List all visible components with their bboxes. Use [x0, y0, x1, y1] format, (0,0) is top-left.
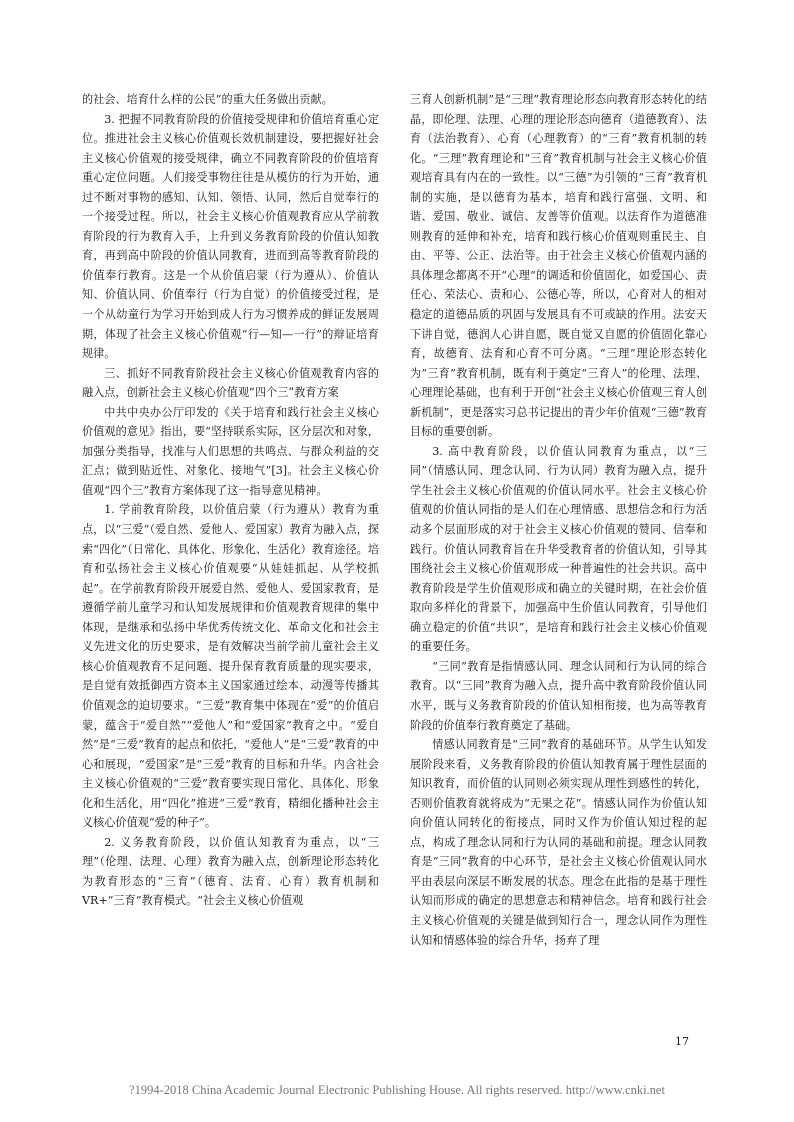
- left-para-5: 2. 义务教育阶段，以价值认知教育为重点，以“三理”（伦理、法理、心理）教育为融入点，创新理论形态转化为教育形态的“三育”（德育、法育、心育）教育机制和VR+“三育”教育模式。“社会主义核心价值观: [82, 835, 379, 908]
- left-heading-2: 三、抓好不同教育阶段社会主义核心价值观教育内容的融入点，创新社会主义核心价值观“四个三”教育方案: [82, 366, 379, 400]
- left-para-1: 3. 把握不同教育阶段的价值接受规律和价值培育重心定位。推进社会主义核心价值观长效机制建设，要把握好社会主义核心价值观的接受规律，确立不同教育阶段的价值培育重心定位问题。人们接受事物往往是从模仿的行为开始，通过不断对事物的感知、认知、领悟、认同，然后自觉奉行的一个接受过程。所以，社会主义核心价值观教育应从学前教育阶段的行为教育入手，上升到义务教育阶段的价值认知教育，再到高中阶段的价值认同教育，进而到高等教育阶段的价值奉行教育。这是一个从价值启蒙（行为遵从）、价值认知、价值认同、价值奉行（行为自觉）的价值接受过程，是一个从幼童行为学习开始到成人行为习惯养成的鲜证发展周期，体现了社会主义核心价值观“行—知—一行”的辩证培育规律。: [82, 112, 379, 361]
- left-cont-0: 的社会、培育什么样的公民”的重大任务做出贡献。: [82, 93, 333, 106]
- right-para-1: 3. 高中教育阶段，以价值认同教育为重点，以“三同”（情感认同、理念认同、行为认同）教育为融入点，提升学生社会主义核心价值观的价值认同水平。社会主义核心价值观的价值认同指的是人们在心理情感、思想信念和行为活动多个层面形成的对于社会主义核心价值观的赞同、信奉和践行。价值认同教育旨在升华受教育者的价值认知，引导其围绕社会主义核心价值观形成一种普遍性的社会共识。高中教育阶段是学生价值观形成和确立的关键时期，在社会价值取向多样化的背景下，加强高中生价值认同教育，引导他们确立稳定的价值“共识”，是培育和践行社会主义核心价值观的重要任务。: [410, 444, 707, 654]
- left-column: [82, 90, 379, 911]
- right-cont-0: 三育人创新机制”是“三理”教育理论形态向教育形态转化的结晶，即伦理、法理、心理的理论形态向德育（道德教育）、法育（法治教育）、心育（心理教育）的“三育”教育机制的转化。“三理”教育理论和“三育”教育机制与社会主义核心价值观培育具有内在的一致性。以“三德”为引领的“三育”教育机制的实施，是以德育为基本，培育和践行富强、文明、和谐、爱国、敬业、诚信、友善等价值观。以法育作为道德准则教育的延伸和补充，培育和践行核心价值观则重民主、自由、平等、公正、法治等。由于社会主义核心价值观内涵的具体理念都离不开“心理”的调适和价值固化，如爱国心、责任心、荣法心、责和心、公德心等，所以，心育对人的相对稳定的道德品质的巩固与发展具有不可或缺的作用。法安天下讲自觉，德润人心讲自愿，既自觉又自愿的价值固化靠心育，故德育、法育和心育不可分离。“三理”理论形态转化为“三育”教育机制，既有利于奠定“三育人”的伦理、法理、心理理论基础，也有利于开创“社会主义核心价值观三育人创新机制”，更是落实习总书记提出的青少年价值观“三德”教育目标的重要创新。: [410, 93, 707, 439]
- right-para-2: “三同”教育是指情感认同、理念认同和行为认同的综合教育。以“三同”教育为融入点，提升高中教育阶段价值认同水平，既与义务教育阶段的价值认知相衔接，也为高等教育阶段的价值奉行教育奠定了基础。: [410, 659, 707, 732]
- copyright-footer: ?1994-2018 China Academic Journal Electronic Publishing House. All rights reserved. http://www.cnki.net: [129, 1083, 665, 1097]
- left-para-4: 1. 学前教育阶段，以价值启蒙（行为遵从）教育为重点，以“三爱”（爱自然、爱他人、爱国家）教育为融入点，探索“四化”（日常化、具体化、形象化、生活化）教育途径。培育和弘扬社会主义核心价值观要“从娃娃抓起、从学校抓起”。在学前教育阶段开展爱自然、爱他人、爱国家教育，是遵循学前儿童学习和认知发展规律和价值观教育规律的集中体现，是继承和弘扬中华优秀传统文化、革命文化和社会主义先进文化的历史要求，是有效解决当前学前儿童社会主义核心价值观教育不足问题、提升保育教育质量的现实要求，是自觉有效抵御西方资本主义国家通过绘本、动漫等传播其价值观念的迫切要求。“三爱”教育集中体现在“爱”的价值启蒙，蕴含于“爱自然”“爱他人”和“爱国家”教育之中。“爱自然”是“三爱”教育的起点和依托，“爱他人”是“三爱”教育的中心和展现，“爱国家”是“三爱”教育的目标和升华。内含社会主义核心价值观的“三爱”教育要实现日常化、具体化、形象化和生活化，用“四化”推进“三爱”教育，精细化播种社会主义核心价值观“爱的种子”。: [82, 503, 379, 830]
- left-para-3: 中共中央办公厅印发的《关于培育和践行社会主义核心价值观的意见》指出，要“坚持联系实际，区分层次和对象，加强分类指导，找准与人们思想的共鸣点、与群众利益的交汇点；做到贴近性、对象化、接地气”[3]。社会主义核心价值观“四个三”教育方案体现了这一指导意见精神。: [82, 405, 379, 497]
- right-column: [410, 90, 707, 950]
- page-number: 17: [675, 1035, 689, 1048]
- right-para-3: 情感认同教育是“三同”教育的基础环节。从学生认知发展阶段来看，义务教育阶段的价值认知教育属于理性层面的知识教育，而价值的认同则必须实现从理性到感性的转化，否则价值教育就将成为“无果之花”。情感认同作为价值认知向价值认同转化的衔接点，同时又作为价值认知过程的起点，构成了理念认同和行为认同的基础和前提。理念认同教育是“三同”教育的中心环节，是社会主义核心价值观认同水平由表层向深层不断发展的状态。理念在此指的是基于理性认知而形成的确定的思想意志和精神信念。培育和践行社会主义核心价值观的关键是做到知行合一，理念认同作为理性认知和情感体验的综合升华，扬弃了理: [410, 738, 707, 947]
